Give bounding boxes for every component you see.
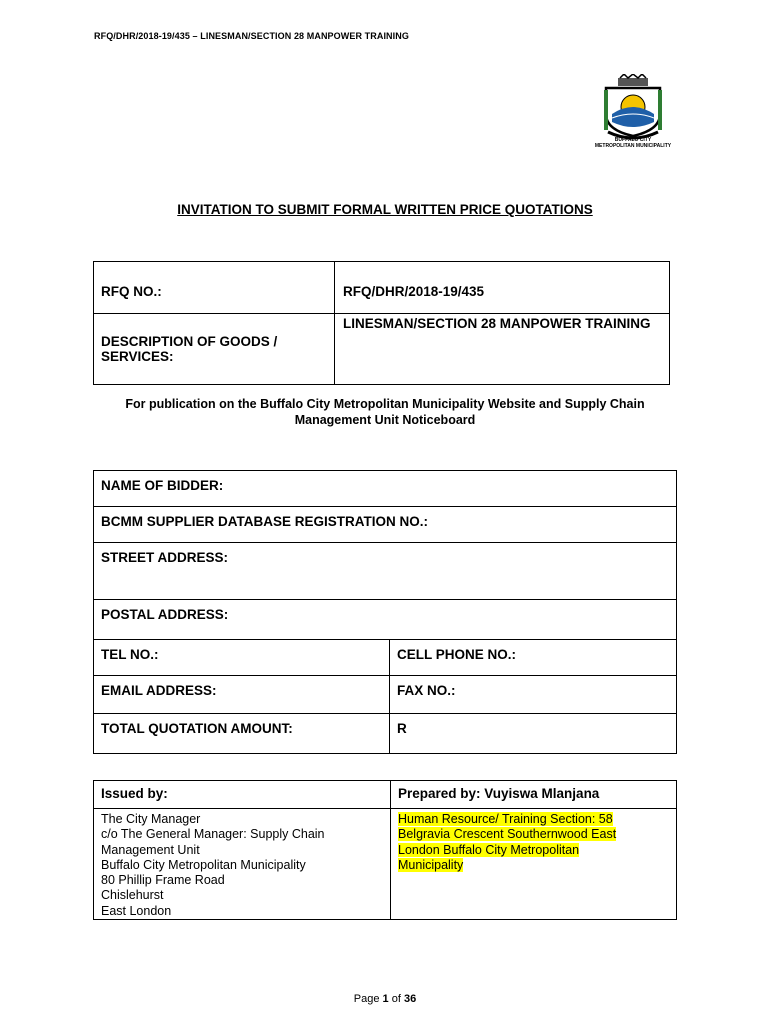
rfq-number-label: RFQ NO.:: [94, 262, 335, 314]
description-value: LINESMAN/SECTION 28 MANPOWER TRAINING: [335, 314, 670, 385]
registration-number-field[interactable]: BCMM SUPPLIER DATABASE REGISTRATION NO.:: [94, 507, 677, 543]
rfq-number-value: RFQ/DHR/2018-19/435: [335, 262, 670, 314]
rfq-number-row: [94, 262, 670, 314]
publication-note: For publication on the Buffalo City Metropolitan Municipality Website and Supply Chain Management Unit Noticeboard: [125, 397, 645, 427]
description-label: DESCRIPTION OF GOODS / SERVICES:: [94, 314, 335, 385]
document-title: INVITATION TO SUBMIT FORMAL WRITTEN PRICE QUOTATIONS: [177, 202, 593, 217]
street-address-field[interactable]: STREET ADDRESS:: [94, 543, 677, 600]
issued-by-table: [93, 780, 677, 920]
rfq-info-table: [93, 261, 670, 385]
total-amount-field[interactable]: R: [390, 714, 677, 754]
logo-caption: BUFFALO CITY METROPOLITAN MUNICIPALITY: [594, 137, 672, 149]
issued-by-label: Issued by:: [94, 781, 391, 809]
page-footer: Page 1 of 36: [353, 993, 417, 1005]
issuer-address: The City Manager c/o The General Manager: Supply Chain Management Unit Buffalo City Metropolitan Municipality 80 Phillip Frame Road Chislehurst East London: [94, 809, 391, 920]
prepared-by-label: Prepared by: Vuyiswa Mlanjana: [391, 781, 677, 809]
bidder-details-table: [93, 470, 677, 754]
bidder-name-field[interactable]: NAME OF BIDDER:: [94, 471, 677, 507]
cell-number-field[interactable]: CELL PHONE NO.:: [390, 640, 677, 676]
description-row: [94, 314, 670, 385]
email-address-field[interactable]: EMAIL ADDRESS:: [94, 676, 390, 714]
postal-address-field[interactable]: POSTAL ADDRESS:: [94, 600, 677, 640]
total-amount-label: TOTAL QUOTATION AMOUNT:: [94, 714, 390, 754]
tel-number-field[interactable]: TEL NO.:: [94, 640, 390, 676]
fax-number-field[interactable]: FAX NO.:: [390, 676, 677, 714]
running-header: RFQ/DHR/2018-19/435 – LINESMAN/SECTION 28 MANPOWER TRAINING: [94, 31, 409, 41]
preparer-address: Human Resource/ Training Section: 58 Belgravia Crescent Southernwood East London Buffalo City Metropolitan Municipality: [391, 809, 677, 920]
